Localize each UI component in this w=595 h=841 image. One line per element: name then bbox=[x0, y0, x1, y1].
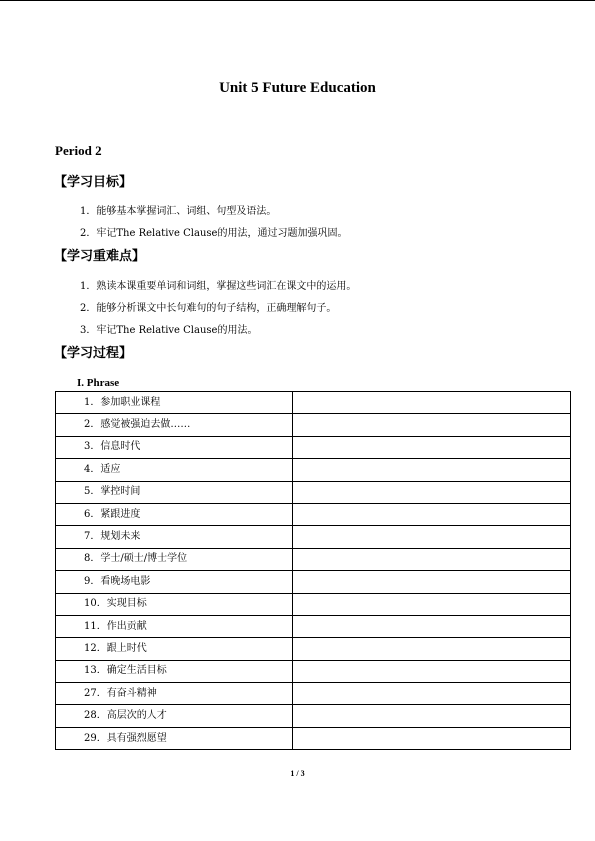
phrase-cell: 9．看晚场电影 bbox=[56, 571, 293, 593]
answer-cell[interactable] bbox=[293, 548, 571, 570]
phrase-cell: 6．紧跟进度 bbox=[56, 503, 293, 525]
table-row bbox=[56, 705, 571, 727]
objective-item-1: 1．能够基本掌握词汇、词组、句型及语法。 bbox=[80, 206, 277, 217]
table-row bbox=[56, 593, 571, 615]
document-title: Unit 5 Future Education bbox=[219, 80, 376, 96]
phrase-cell: 1．参加职业课程 bbox=[56, 392, 293, 414]
table-row bbox=[56, 571, 571, 593]
phrase-cell: 11．作出贡献 bbox=[56, 615, 293, 637]
table-row bbox=[56, 414, 571, 436]
answer-cell[interactable] bbox=[293, 571, 571, 593]
answer-cell[interactable] bbox=[293, 392, 571, 414]
phrase-cell: 7．规划未来 bbox=[56, 526, 293, 548]
table-row bbox=[56, 615, 571, 637]
table-row bbox=[56, 727, 571, 749]
phrase-cell: 8．学士/硕士/博士学位 bbox=[56, 548, 293, 570]
table-row bbox=[56, 481, 571, 503]
answer-cell[interactable] bbox=[293, 414, 571, 436]
page-number: 1 / 3 bbox=[290, 769, 305, 778]
answer-cell[interactable] bbox=[293, 683, 571, 705]
top-rule bbox=[0, 0, 595, 1]
key-point-item-1: 1．熟读本课重要单词和词组，掌握这些词汇在课文中的运用。 bbox=[80, 281, 357, 292]
phrase-cell: 2．感觉被强迫去做…… bbox=[56, 414, 293, 436]
table-row bbox=[56, 526, 571, 548]
phrase-cell: 4．适应 bbox=[56, 459, 293, 481]
table-row bbox=[56, 392, 571, 414]
phrase-table bbox=[55, 391, 571, 750]
answer-cell[interactable] bbox=[293, 593, 571, 615]
phrase-cell: 3．信息时代 bbox=[56, 436, 293, 458]
process-heading: 【学习过程】 bbox=[54, 346, 133, 361]
answer-cell[interactable] bbox=[293, 727, 571, 749]
phrase-cell: 29．具有强烈愿望 bbox=[56, 727, 293, 749]
phrase-cell: 12．跟上时代 bbox=[56, 638, 293, 660]
answer-cell[interactable] bbox=[293, 503, 571, 525]
answer-cell[interactable] bbox=[293, 436, 571, 458]
key-point-item-2: 2．能够分析课文中长句难句的句子结构，正确理解句子。 bbox=[80, 303, 337, 314]
answer-cell[interactable] bbox=[293, 481, 571, 503]
answer-cell[interactable] bbox=[293, 660, 571, 682]
phrase-cell: 10．实现目标 bbox=[56, 593, 293, 615]
table-row bbox=[56, 436, 571, 458]
answer-cell[interactable] bbox=[293, 526, 571, 548]
objectives-heading: 【学习目标】 bbox=[54, 175, 133, 190]
period-label: Period 2 bbox=[55, 143, 102, 158]
phrase-table-caption: I. Phrase bbox=[77, 377, 120, 389]
key-points-heading: 【学习重难点】 bbox=[54, 249, 146, 264]
table-row bbox=[56, 548, 571, 570]
table-row bbox=[56, 638, 571, 660]
phrase-cell: 28．高层次的人才 bbox=[56, 705, 293, 727]
answer-cell[interactable] bbox=[293, 638, 571, 660]
answer-cell[interactable] bbox=[293, 459, 571, 481]
phrase-cell: 5．掌控时间 bbox=[56, 481, 293, 503]
phrase-cell: 13．确定生活目标 bbox=[56, 660, 293, 682]
table-row bbox=[56, 459, 571, 481]
table-row bbox=[56, 503, 571, 525]
key-point-item-3: 3．牢记The Relative Clause的用法。 bbox=[80, 325, 258, 336]
phrase-cell: 27．有奋斗精神 bbox=[56, 683, 293, 705]
objective-item-2: 2．牢记The Relative Clause的用法，通过习题加强巩固。 bbox=[80, 228, 348, 239]
answer-cell[interactable] bbox=[293, 615, 571, 637]
table-row bbox=[56, 660, 571, 682]
table-row bbox=[56, 683, 571, 705]
answer-cell[interactable] bbox=[293, 705, 571, 727]
